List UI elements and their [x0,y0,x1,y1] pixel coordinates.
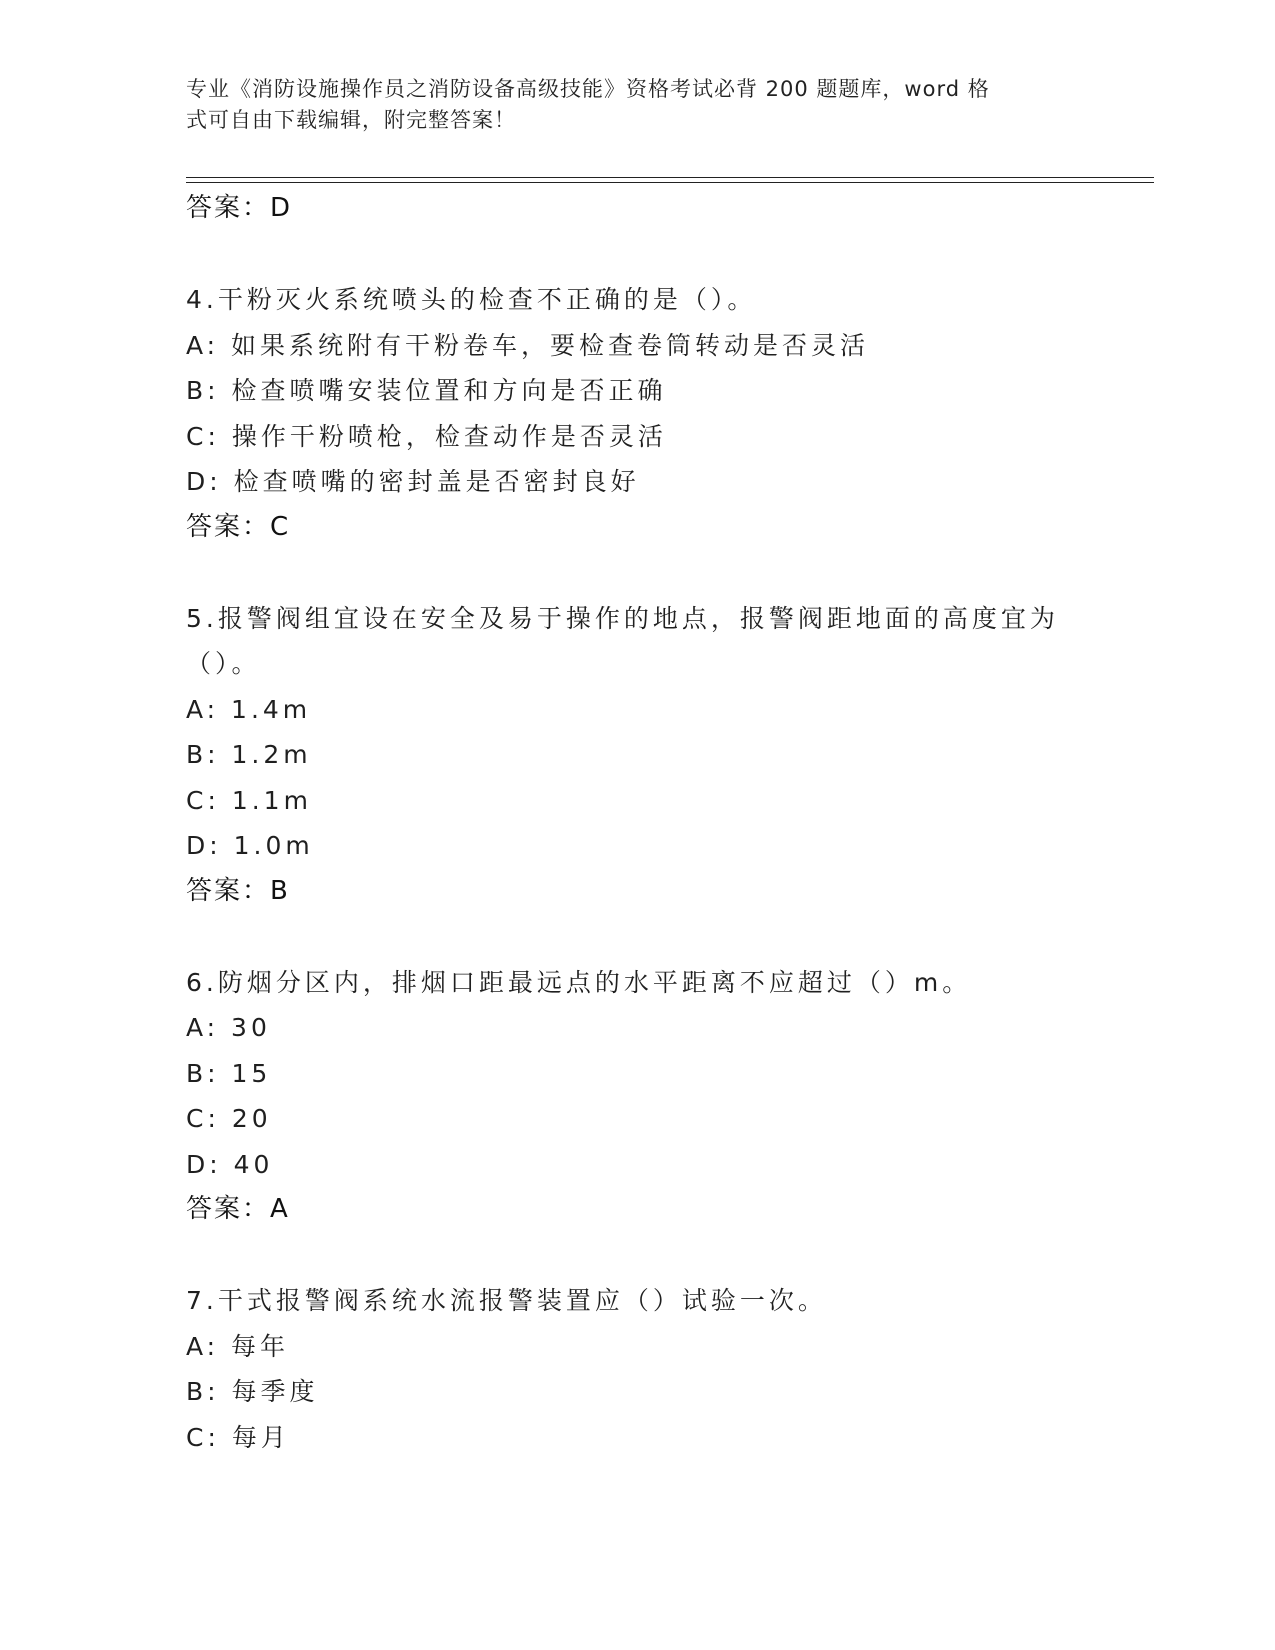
header-line-1: 专业《消防设施操作员之消防设备高级技能》资格考试必背 200 题题库，word 格 [186,77,990,101]
question-block [186,596,1086,960]
spacer [186,232,1086,278]
spacer [186,550,1086,596]
answer-option: C: 每月 [186,1422,290,1452]
answer-option: B: 每季度 [186,1377,319,1406]
question-stem: （）。 [186,649,261,678]
answer-line: 答案：B [186,875,290,906]
answer-option: D: 检查喷嘴的密封盖是否密封良好 [186,467,640,496]
answer-line: 答案：C [186,511,291,542]
answer-line: 答案：D [186,193,293,223]
answer-option: C: 20 [186,1104,272,1133]
answer-option: B: 1.2m [186,740,312,769]
answer-option: A: 30 [186,1013,271,1042]
spacer [186,1233,1086,1279]
question-block [186,960,1086,1279]
question-list [186,277,1086,1460]
answer-line: 答案：A [186,1194,290,1224]
header-divider-top [186,177,1154,178]
question-content [186,186,1086,1460]
answer-option: A: 如果系统附有干粉卷车，要检查卷筒转动是否灵活 [186,330,870,360]
answer-option: B: 检查喷嘴安装位置和方向是否正确 [186,376,667,405]
answer-option: C: 操作干粉喷枪，检查动作是否灵活 [186,421,667,451]
answer-option: A: 每年 [186,1331,290,1361]
header-divider-bottom [186,182,1154,183]
answer-option: D: 1.0m [186,831,314,860]
question-stem: 5.报警阀组宜设在安全及易于操作的地点，报警阀距地面的高度宜为 [186,603,1059,633]
question-stem: 4.干粉灭火系统喷头的检查不正确的是（）。 [186,285,757,314]
spacer [186,914,1086,960]
answer-option: A: 1.4m [186,694,312,724]
document-header [186,74,1066,136]
header-line-2: 式可自由下载编辑，附完整答案！ [186,108,516,132]
question-block [186,277,1086,596]
answer-option: D: 40 [186,1149,274,1179]
question-stem: 6.防烟分区内，排烟口距最远点的水平距离不应超过（）m。 [186,967,972,997]
question-stem: 7.干式报警阀系统水流报警装置应（）试验一次。 [186,1286,827,1315]
answer-option: C: 1.1m [186,785,312,815]
answer-option: B: 15 [186,1058,272,1088]
question-block [186,1278,1086,1460]
